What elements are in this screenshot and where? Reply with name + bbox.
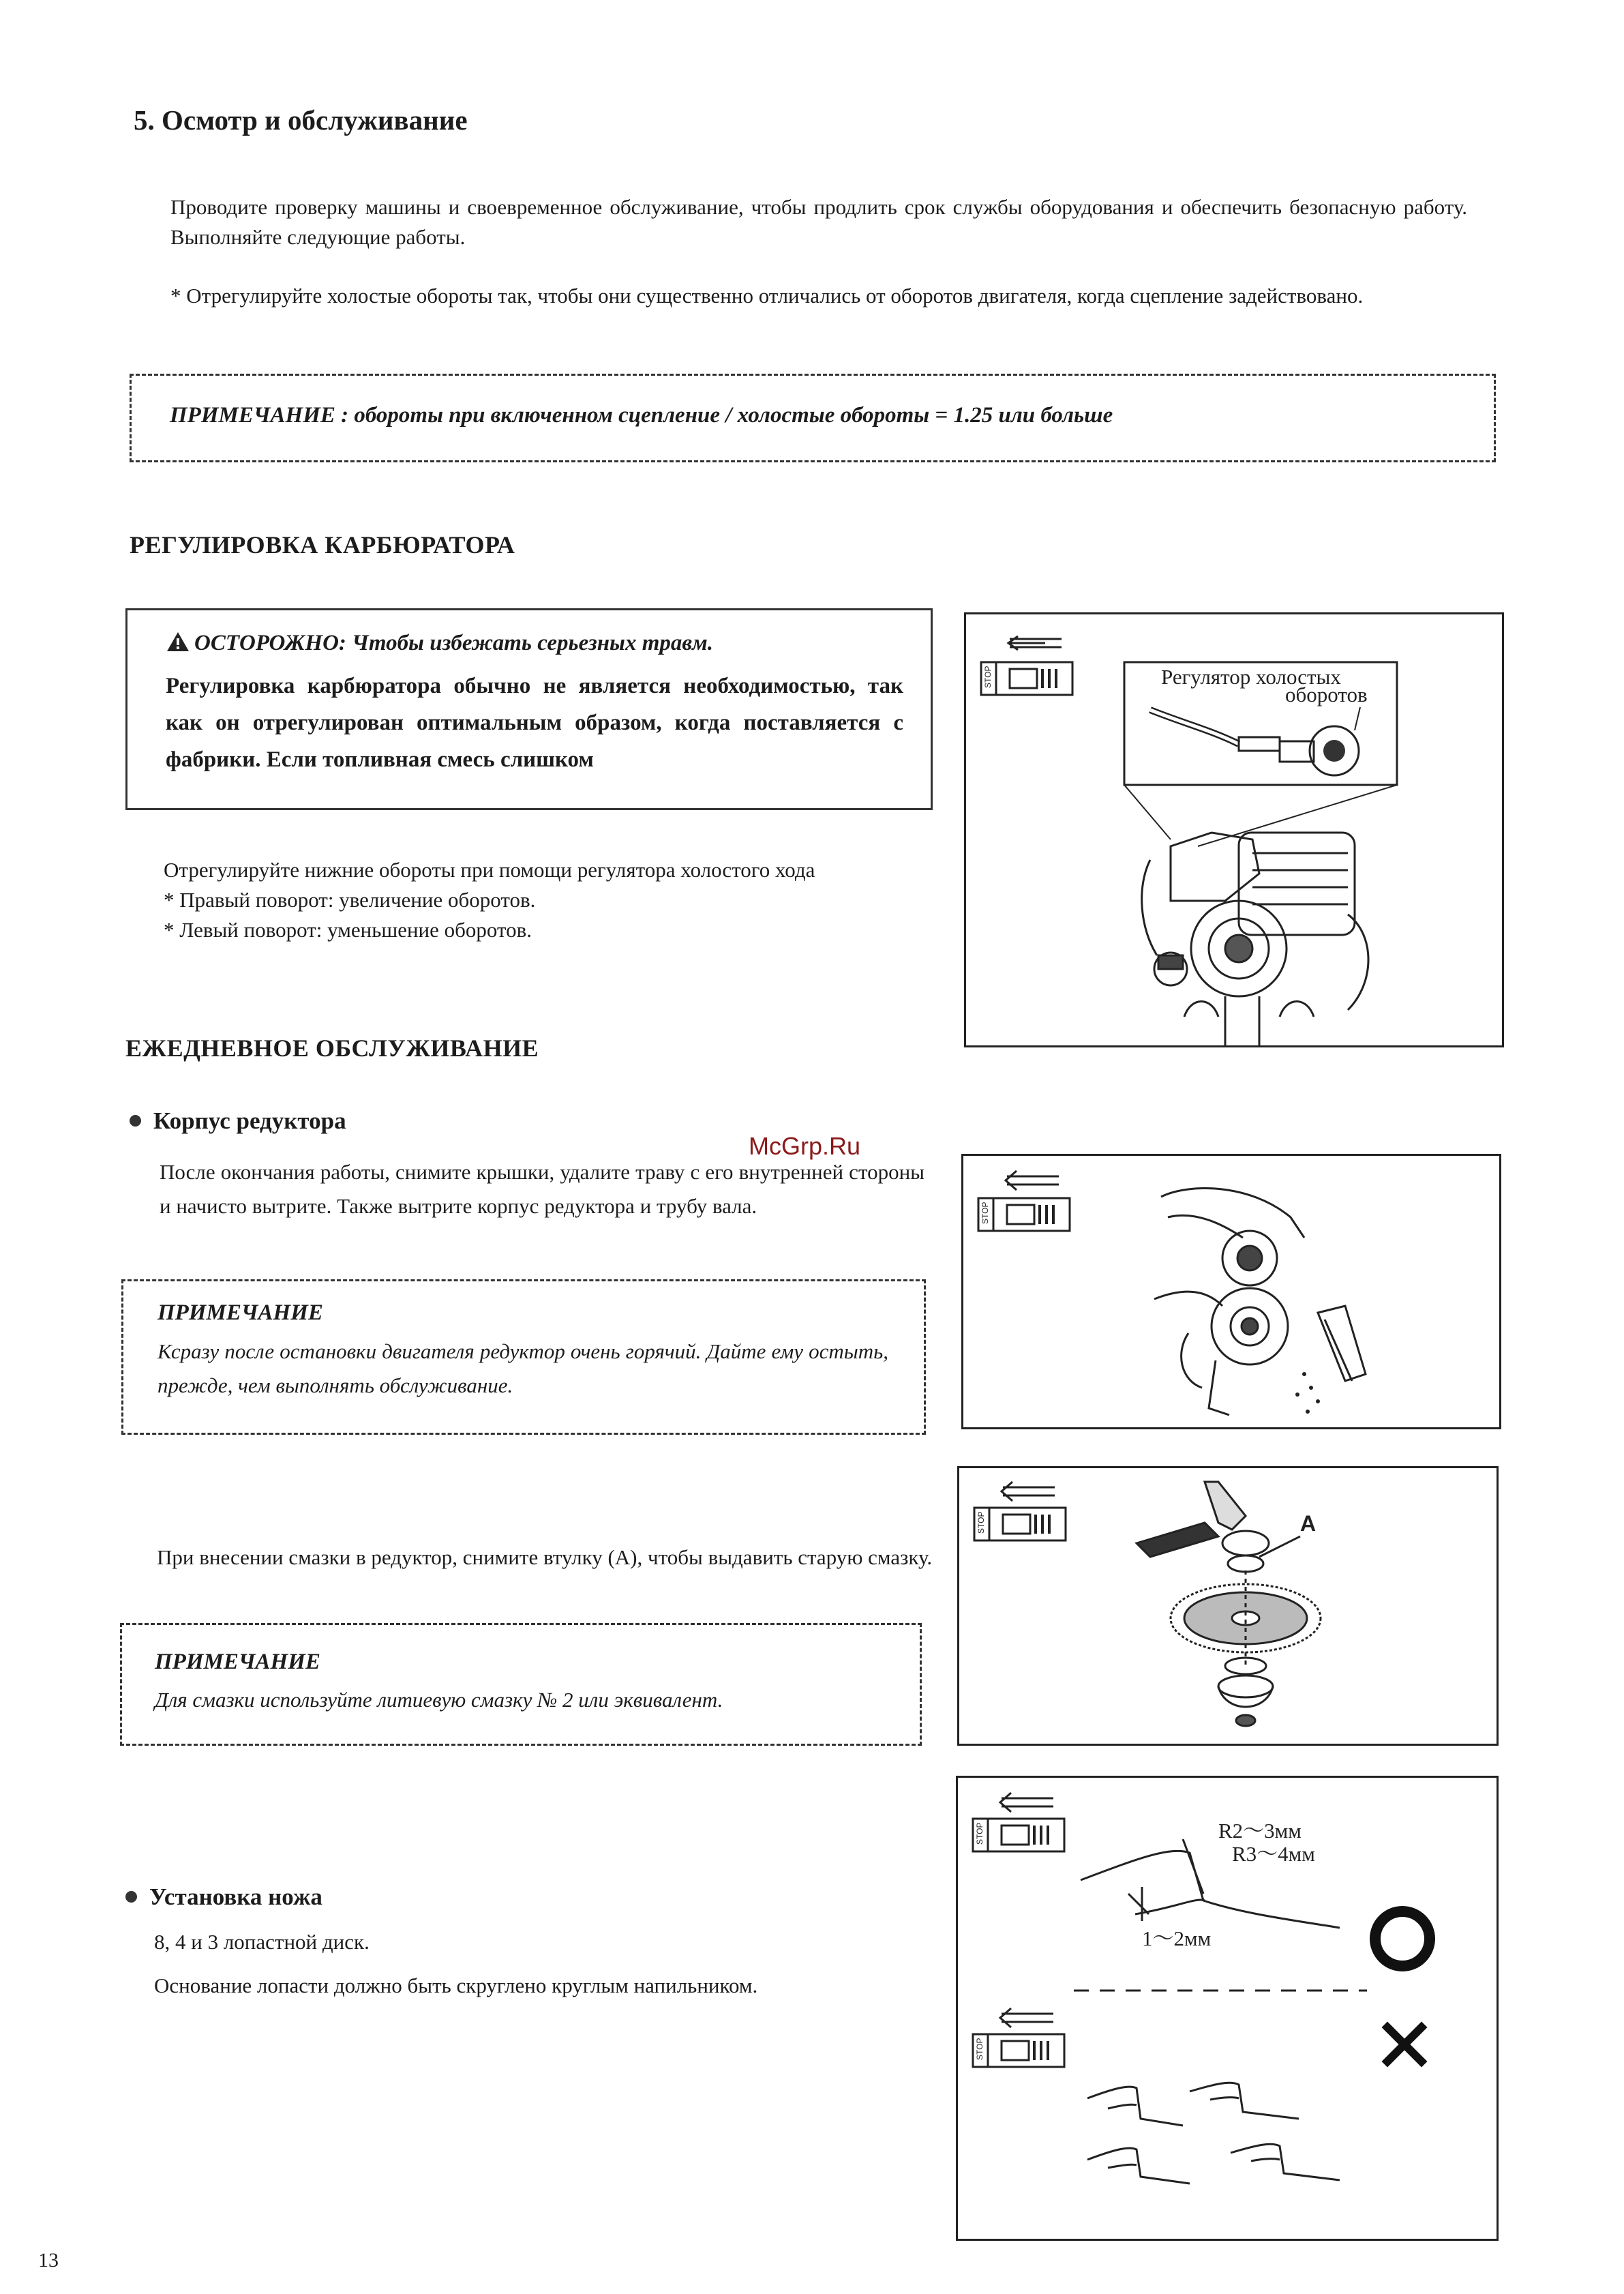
- svg-text:STOP: STOP: [983, 666, 993, 688]
- note-box-3: [120, 1623, 922, 1746]
- idle-regulator-label-1: Регулятор холостых: [1161, 665, 1341, 689]
- svg-text:STOP: STOP: [976, 1511, 986, 1534]
- grease-text: При внесении смазки в редуктор, снимите втулку (А), чтобы выдавить старую смазку.: [157, 1545, 933, 1569]
- blade-rounding-illustration: [958, 1778, 1497, 2239]
- correct-circle-icon: [1375, 1911, 1430, 1966]
- blade-assembly-illustration: [959, 1468, 1497, 1744]
- warning-title: ОСТОРОЖНО: Чтобы избежать серьезных травм.: [194, 631, 713, 655]
- carburetor-figure: [964, 612, 1504, 1047]
- blade-rounding-figure: [956, 1776, 1499, 2241]
- warning-box: [125, 608, 933, 810]
- watermark: McGrp.Ru: [749, 1132, 861, 1160]
- grease-figure: [957, 1466, 1499, 1746]
- intro-paragraph-2: * Отрегулируйте холостые обороты так, чтобы они существенно отличались от оборотов двигателя, когда сцепление задействовано.: [170, 284, 1364, 308]
- stop-switch-icon: [981, 636, 1072, 695]
- note-3-text: Для смазки используйте литиевую смазку № 2 или эквивалент.: [155, 1688, 723, 1712]
- note-1-text: ПРИМЕЧАНИЕ : обороты при включенном сцепление / холостые обороты = 1.25 или больше: [170, 403, 1113, 428]
- warning-text: Регулировка карбюратора обычно не является необходимостью, так как он отрегулирован оптимальным образом, когда поставляется с фабрики. Если топливная смесь слишком: [166, 674, 903, 772]
- daily-heading: ЕЖЕДНЕВНОЕ ОБСЛУЖИВАНИЕ: [125, 1034, 539, 1062]
- radius-label-1: R2～3мм: [1218, 1819, 1302, 1843]
- gearbox-title: Корпус редуктора: [153, 1107, 346, 1134]
- carburetor-heading: РЕГУЛИРОВКА КАРБЮРАТОРА: [130, 531, 515, 558]
- note-box-2: [121, 1279, 926, 1435]
- gearbox-cleaning-illustration: [963, 1156, 1499, 1427]
- blade-line-2: Основание лопасти должно быть скруглено круглым напильником.: [154, 1973, 758, 1997]
- stop-switch-icon: [978, 1171, 1070, 1231]
- blade-line-1: 8, 4 и 3 лопастной диск.: [154, 1930, 370, 1954]
- carburetor-illustration: [966, 614, 1502, 1045]
- stop-switch-icon: [973, 2008, 1064, 2067]
- gearbox-cleaning-figure: [961, 1154, 1501, 1429]
- depth-label: 1～2мм: [1142, 1926, 1212, 1950]
- gearbox-title-row: [130, 1107, 346, 1135]
- bushing-a-label: A: [1300, 1511, 1317, 1536]
- stop-switch-icon: [974, 1482, 1066, 1540]
- page-number: 13: [38, 2249, 59, 2271]
- stop-switch-icon: [973, 1793, 1064, 1851]
- intro-paragraph-1: Проводите проверку машины и своевременное обслуживание, чтобы продлить срок службы оборудования и обеспечить безопасную работу. Выполняйте следующие работы.: [170, 195, 1467, 249]
- note-3-title: ПРИМЕЧАНИЕ: [155, 1650, 320, 1674]
- note-2-title: ПРИМЕЧАНИЕ: [157, 1300, 323, 1325]
- carb-line-1: Отрегулируйте нижние обороты при помощи регулятора холостого хода: [164, 858, 815, 882]
- carb-line-2: * Правый поворот: увеличение оборотов.: [164, 888, 536, 912]
- note-box-1: [130, 374, 1496, 462]
- blade-title-row: [125, 1883, 322, 1911]
- carburetor-instructions: [164, 855, 941, 945]
- carb-line-3: * Левый поворот: уменьшение оборотов.: [164, 918, 532, 942]
- wrong-cross-icon: [1387, 2027, 1422, 2061]
- svg-text:STOP: STOP: [980, 1202, 990, 1224]
- idle-regulator-label-2: оборотов: [1285, 683, 1368, 706]
- bullet-icon: [130, 1115, 141, 1127]
- gearbox-text: После окончания работы, снимите крышки, удалите траву с его внутренней стороны и начисто вытрите. Также вытрите корпус редуктора и трубу вала.: [160, 1160, 924, 1218]
- section-title: 5. Осмотр и обслуживание: [134, 104, 468, 136]
- note-2-text: Ксразу после остановки двигателя редуктор очень горячий. Дайте ему остыть, прежде, чем выполнять обслуживание.: [157, 1339, 888, 1397]
- blade-title: Установка ножа: [149, 1883, 322, 1910]
- warning-heading: [166, 631, 713, 656]
- bullet-icon: [125, 1891, 137, 1903]
- radius-label-2: R3～4мм: [1232, 1842, 1315, 1866]
- svg-text:STOP: STOP: [975, 2038, 984, 2060]
- warning-triangle-icon: [166, 631, 190, 653]
- svg-text:STOP: STOP: [975, 1822, 984, 1845]
